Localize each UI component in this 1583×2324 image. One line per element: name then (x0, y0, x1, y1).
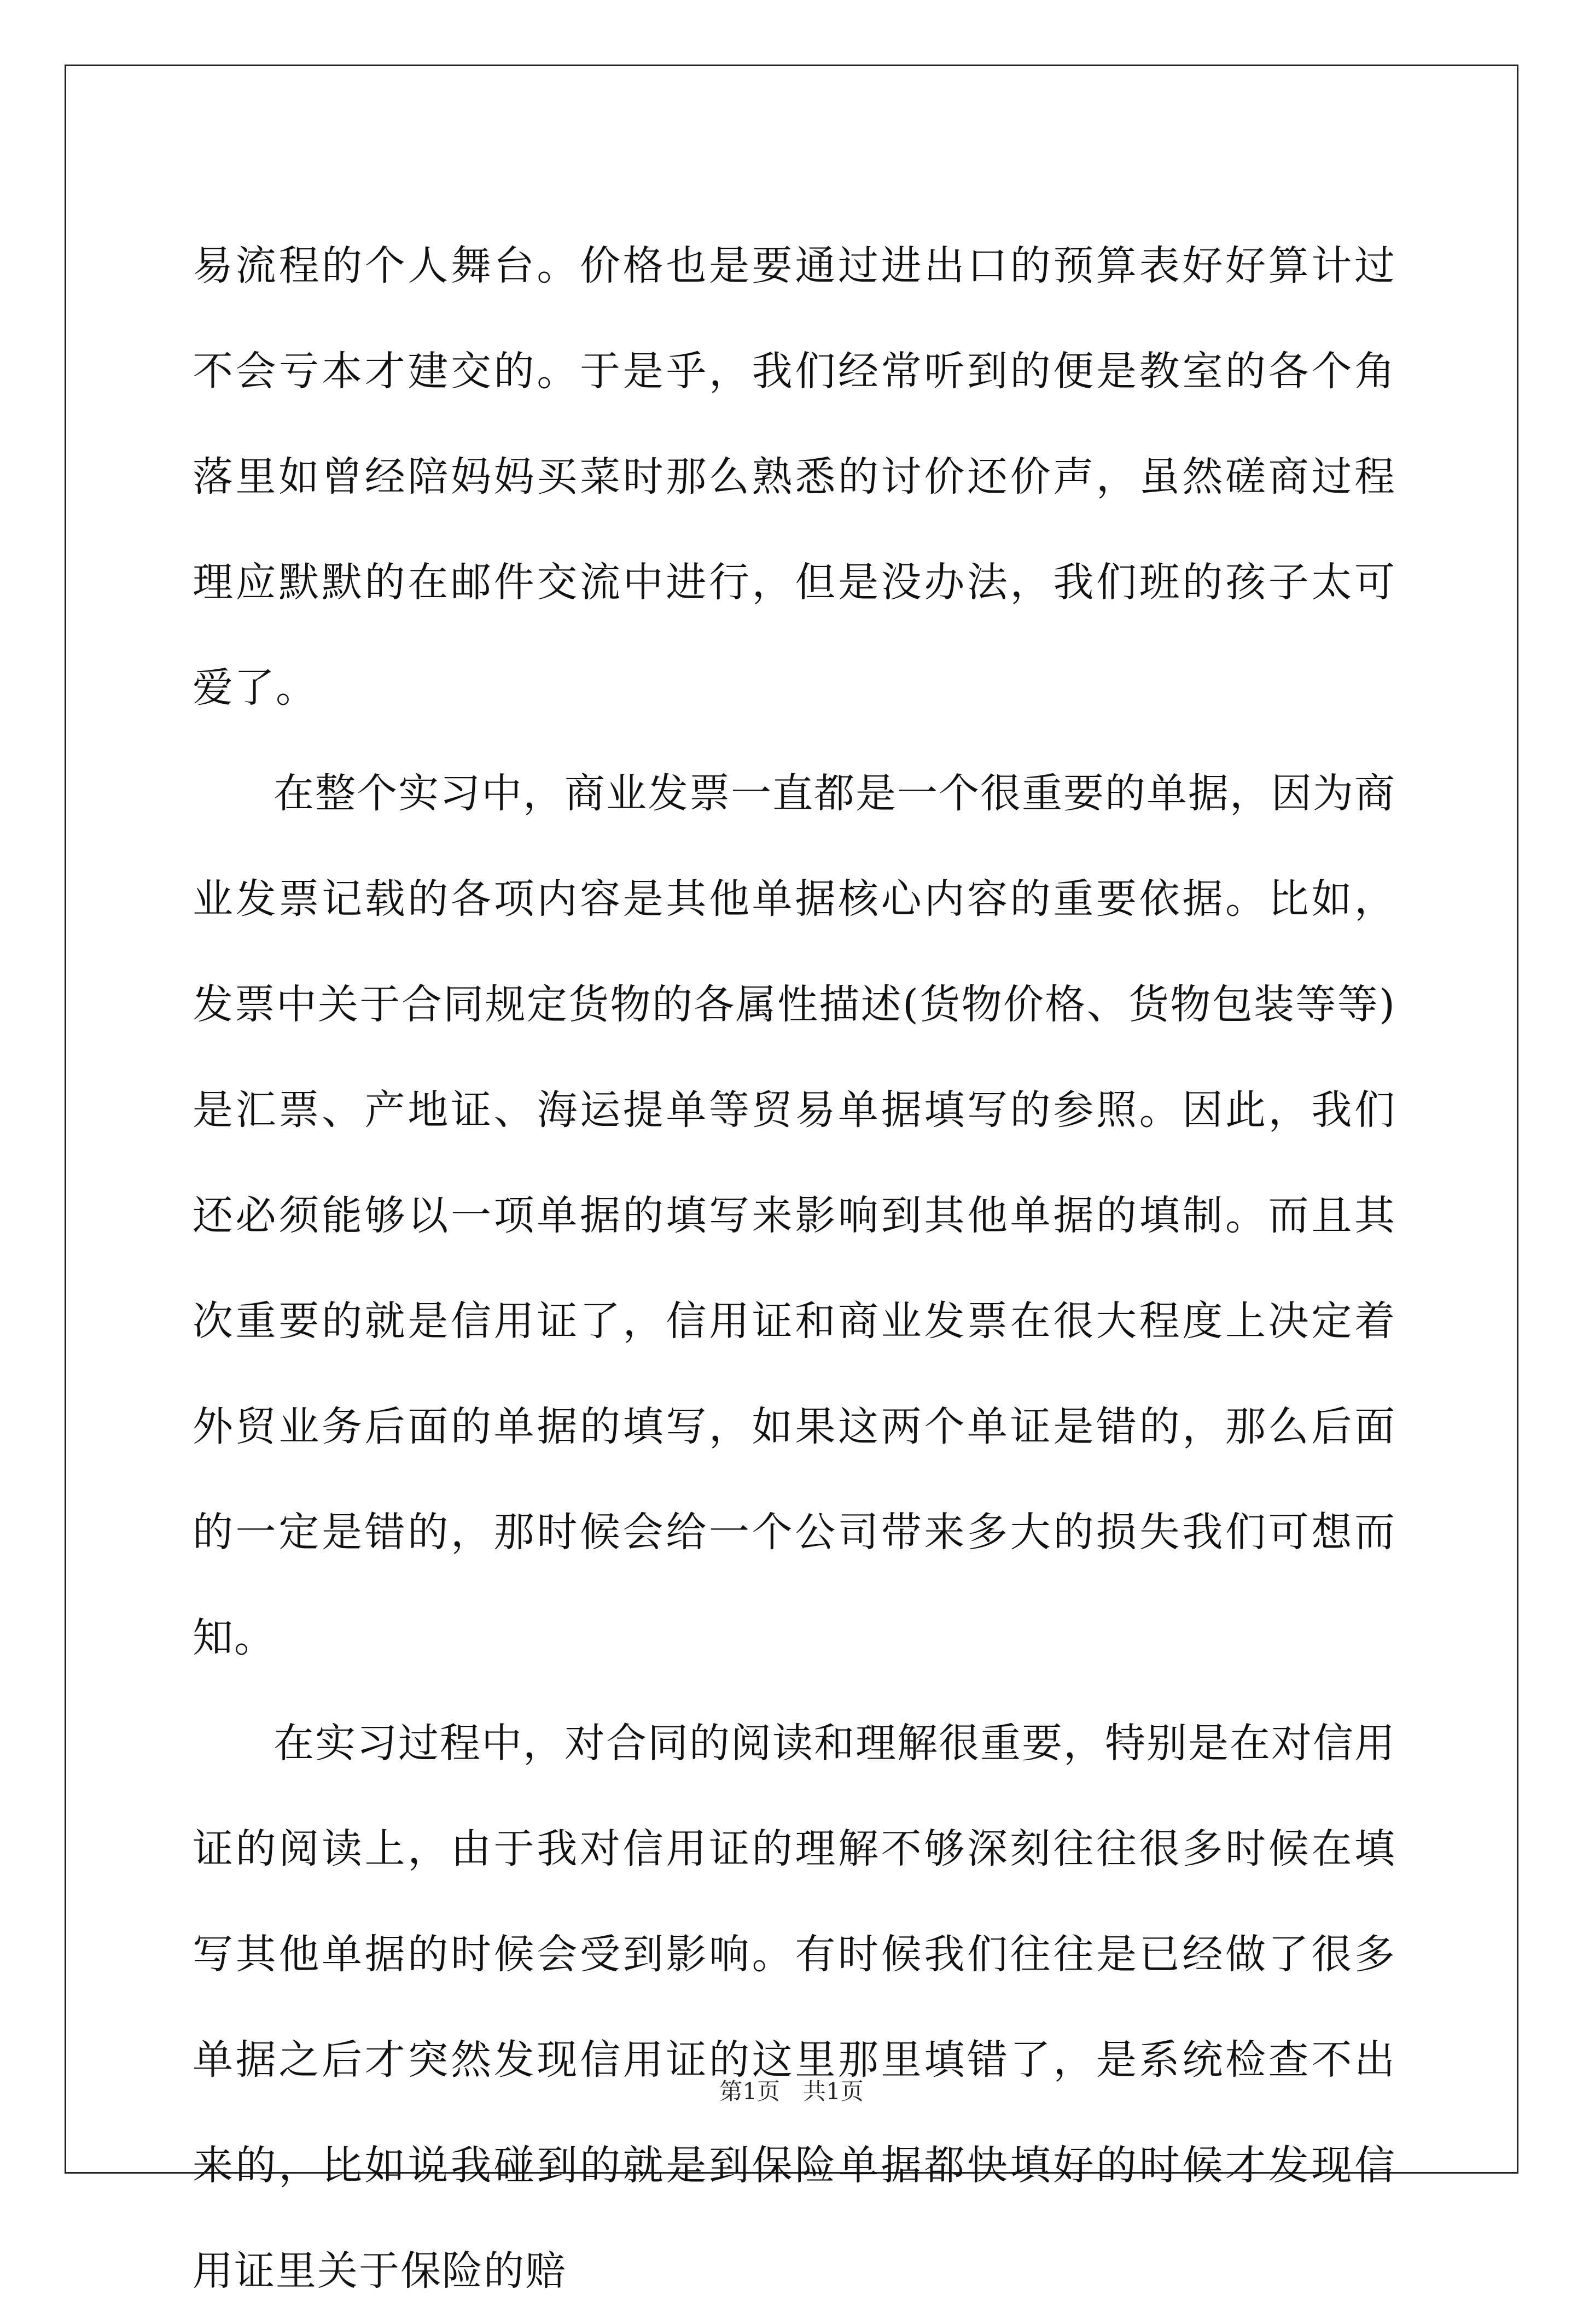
paragraph-3: 在实习过程中，对合同的阅读和理解很重要，特别是在对信用证的阅读上，由于我对信用证的理解不够深刻往往很多时候在填写其他单据的时候会受到影响。有时候我们往往是已经做了很多单据之后才突然发现信用证的这里那里填错了，是系统检查不出来的，比如说我碰到的就是到保险单据都快填好的时候才发现信用证里关于保险的赔 (193, 1720, 1396, 2294)
paragraph-2: 在整个实习中，商业发票一直都是一个很重要的单据，因为商业发票记载的各项内容是其他单据核心内容的重要依据。比如，发票中关于合同规定货物的各属性描述(货物价格、货物包装等等)是汇票、产地证、海运提单等贸易单据填写的参照。因此，我们还必须能够以一项单据的填写来影响到其他单据的填制。而且其次重要的就是信用证了，信用证和商业发票在很大程度上决定着外贸业务后面的单据的填写，如果这两个单证是错的，那么后面的一定是错的，那时候会给一个公司带来多大的损失我们可想而知。 (193, 770, 1396, 1661)
paragraph-1: 易流程的个人舞台。价格也是要通过进出口的预算表好好算计过不会亏本才建交的。于是乎，我们经常听到的便是教室的各个角落里如曾经陪妈妈买菜时那么熟悉的讨价还价声，虽然磋商过程理应默默的在邮件交流中进行，但是没办法，我们班的孩子太可爱了。 (193, 242, 1396, 711)
document-body (193, 213, 1396, 2324)
page-footer: 第1页 共1页 (719, 2078, 864, 2105)
